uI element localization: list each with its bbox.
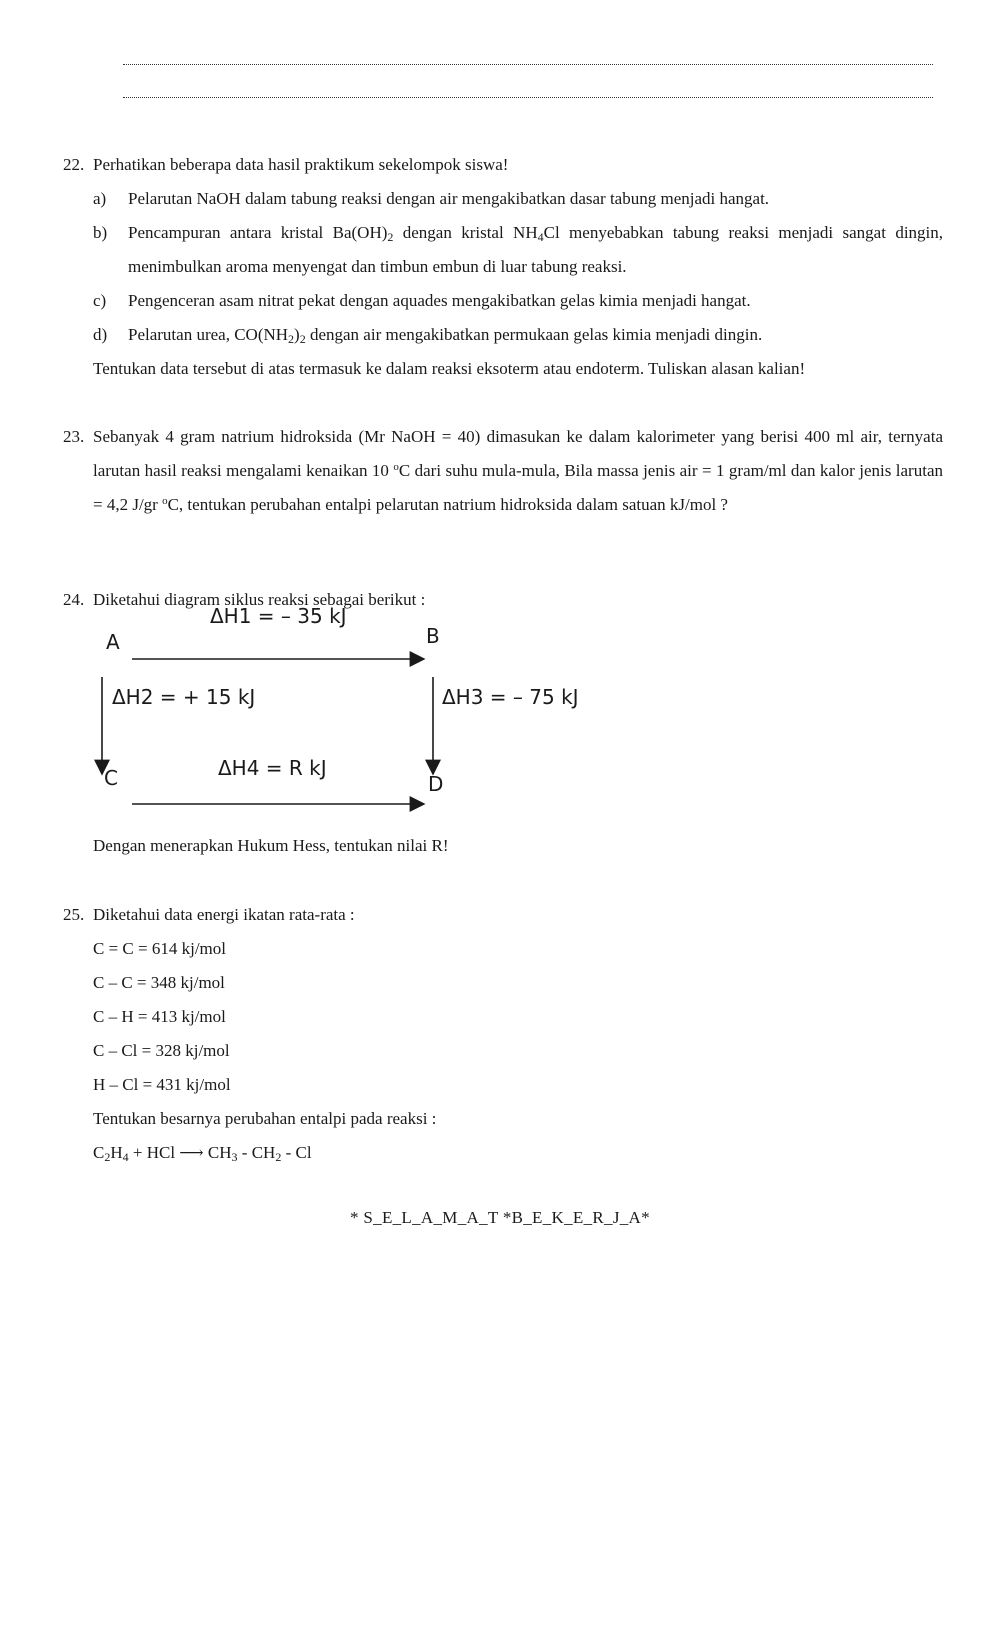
bond-energy-item: C – H = 413 kj/mol — [93, 1007, 226, 1026]
dh2-label: ΔH2 = + 15 kJ — [112, 685, 256, 709]
bond-energy-item: C = C = 614 kj/mol — [93, 939, 226, 958]
hess-cycle-diagram — [90, 604, 650, 837]
closing-message: * S_E_L_A_M_A_T *B_E_K_E_R_J_A* — [350, 1208, 650, 1227]
question-text: Sebanyak 4 gram natrium hidroksida (Mr NaOH = 40) dimasukan ke dalam kalorimeter yang berisi 400 ml air, ternyata larutan hasil reaksi mengalami kenaikan 10 — [93, 427, 943, 480]
degree-symbol: o — [393, 461, 399, 473]
item-d — [93, 318, 943, 352]
item-label: d) — [93, 325, 108, 344]
question-22 — [63, 148, 943, 386]
node-a: A — [106, 630, 120, 654]
question-instruction: Tentukan besarnya perubahan entalpi pada reaksi : — [93, 1109, 437, 1128]
dh1-label: ΔH1 = – 35 kJ — [210, 604, 347, 628]
subscript: 2 — [104, 1150, 111, 1164]
question-number: 22. — [63, 155, 85, 174]
answer-line-2[interactable] — [123, 97, 933, 98]
question-instruction: Dengan menerapkan Hukum Hess, tentukan nilai R! — [93, 836, 449, 855]
formula-part: C — [93, 1143, 105, 1162]
question-number: 23. — [63, 427, 85, 446]
bond-energy-item: C – Cl = 328 kj/mol — [93, 1041, 230, 1060]
subscript: 3 — [231, 1150, 238, 1164]
subscript: 2 — [387, 230, 394, 244]
item-text: Cl menyebabkan tabung reaksi menjadi sangat dingin, menimbulkan aroma menyengat dan timbun embun di luar tabung reaksi. — [128, 223, 944, 276]
item-label: b) — [93, 223, 108, 242]
item-a — [93, 182, 943, 216]
subscript: 2 — [288, 332, 295, 346]
dh4-label: ΔH4 = R kJ — [218, 756, 327, 780]
question-intro: Diketahui data energi ikatan rata-rata : — [93, 905, 355, 924]
item-text: ) — [294, 325, 300, 344]
node-d: D — [428, 772, 444, 796]
item-text: Pelarutan NaOH dalam tabung reaksi dengan air mengakibatkan dasar tabung menjadi hangat. — [128, 189, 770, 208]
question-number: 25. — [63, 905, 85, 924]
bond-energy-list — [93, 932, 943, 1170]
item-c — [93, 284, 943, 318]
degree-symbol: o — [162, 495, 168, 507]
dh3-label: ΔH3 = – 75 kJ — [442, 685, 579, 709]
answer-line-1[interactable] — [123, 64, 933, 65]
formula-part: - CH — [237, 1143, 276, 1162]
subscript: 4 — [537, 230, 544, 244]
question-intro: Diketahui diagram siklus reaksi sebagai berikut : — [93, 590, 426, 609]
item-label: c) — [93, 291, 107, 310]
question-24 — [63, 583, 943, 617]
item-text: Pengenceran asam nitrat pekat dengan aquades mengakibatkan gelas kimia menjadi hangat. — [128, 291, 751, 310]
item-label: a) — [93, 189, 107, 208]
item-text: Pelarutan urea, CO(NH — [128, 325, 289, 344]
reaction-equation — [93, 1136, 943, 1170]
question-23 — [63, 420, 943, 522]
question-text: C dari suhu mula-mula, Bila massa jenis air = 1 gram/ml dan kalor jenis larutan = 4,2 J/gr — [93, 461, 943, 514]
item-text: Pencampuran antara kristal Ba(OH) — [128, 223, 388, 242]
subscript: 4 — [122, 1150, 129, 1164]
subscript: 2 — [299, 332, 306, 346]
question-intro: Perhatikan beberapa data hasil praktikum sekelompok siswa! — [93, 155, 509, 174]
formula-part: - Cl — [281, 1143, 312, 1162]
item-text: dengan air mengakibatkan permukaan gelas kimia menjadi dingin. — [305, 325, 763, 344]
bond-energy-item: H – Cl = 431 kj/mol — [93, 1075, 231, 1094]
node-c: C — [104, 766, 118, 790]
question-text: C, tentukan perubahan entalpi pelarutan natrium hidroksida dalam satuan kJ/mol ? — [167, 495, 728, 514]
item-text: dengan kristal NH — [393, 223, 538, 242]
formula-part: H — [110, 1143, 123, 1162]
diagram-arrows — [90, 622, 650, 837]
node-b: B — [426, 624, 440, 648]
question-number: 24. — [63, 590, 85, 609]
question-instruction: Tentukan data tersebut di atas termasuk ke dalam reaksi eksoterm atau endoterm. Tuliskan alasan kalian! — [93, 359, 806, 378]
formula-part: + HCl ⟶ CH — [128, 1143, 232, 1162]
question-25 — [63, 898, 943, 1170]
bond-energy-item: C – C = 348 kj/mol — [93, 973, 225, 992]
item-list — [93, 182, 943, 352]
question-24-instruction — [63, 829, 943, 863]
item-b — [93, 216, 943, 284]
subscript: 2 — [275, 1150, 282, 1164]
